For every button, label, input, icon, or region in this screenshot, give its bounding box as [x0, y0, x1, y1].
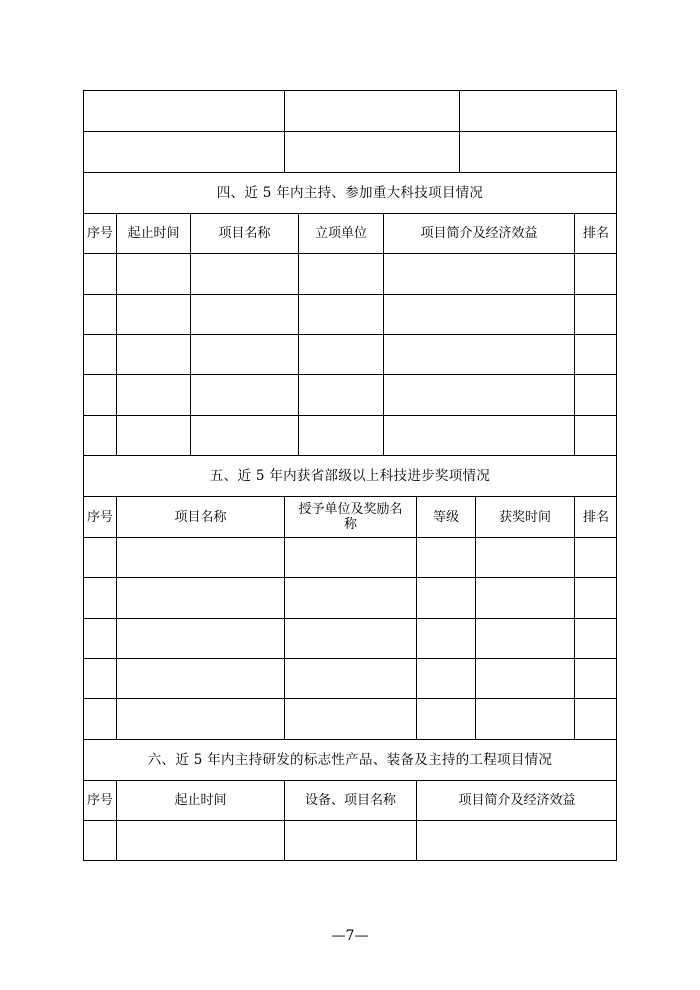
- table-row: [84, 538, 616, 578]
- table-cell[interactable]: [117, 335, 191, 374]
- table-row: [84, 821, 616, 860]
- table-cell[interactable]: [384, 416, 575, 455]
- table-cell[interactable]: [575, 699, 617, 739]
- table-cell[interactable]: [384, 254, 575, 294]
- table-row: [84, 295, 616, 335]
- table-cell[interactable]: [117, 375, 191, 415]
- table-cell[interactable]: [285, 91, 460, 131]
- header-serial-number: 序号: [84, 214, 117, 253]
- table-cell[interactable]: [117, 659, 285, 698]
- section-6-title: 六、近 5 年内主持研发的标志性产品、装备及主持的工程项目情况: [147, 751, 553, 768]
- table-cell[interactable]: [84, 132, 285, 172]
- table-cell[interactable]: [417, 821, 617, 860]
- table-cell[interactable]: [575, 538, 617, 577]
- header-ranking: 排名: [582, 509, 609, 525]
- table-row: [84, 254, 616, 295]
- table-cell[interactable]: [117, 295, 191, 334]
- section-5-title: 五、近 5 年内获省部级以上科技进步奖项情况: [209, 467, 491, 484]
- table-cell[interactable]: [575, 335, 617, 374]
- table-cell[interactable]: [84, 335, 117, 374]
- table-cell[interactable]: [476, 538, 575, 577]
- header-award-time: 获奖时间: [476, 497, 575, 537]
- table-cell[interactable]: [417, 659, 476, 698]
- table-cell[interactable]: [285, 821, 417, 860]
- page-number: —7—: [331, 928, 369, 944]
- table-cell[interactable]: [84, 578, 117, 618]
- table-cell[interactable]: [117, 254, 191, 294]
- table-row: [84, 578, 616, 619]
- application-form-table: [83, 90, 617, 861]
- header-serial-number: 序号: [84, 781, 117, 820]
- header-project-summary: 项目简介及经济效益: [458, 793, 576, 808]
- header-approving-unit: 立项单位: [299, 214, 384, 253]
- table-cell[interactable]: [575, 659, 617, 698]
- table-cell[interactable]: [191, 295, 299, 334]
- table-row: [84, 335, 616, 375]
- table-cell[interactable]: [191, 254, 299, 294]
- table-cell[interactable]: [460, 132, 617, 172]
- table-cell[interactable]: [299, 295, 384, 334]
- table-cell[interactable]: [575, 619, 617, 658]
- table-cell[interactable]: [384, 375, 575, 415]
- header-equipment-project-name: 设备、项目名称: [285, 781, 417, 820]
- table-cell[interactable]: [299, 416, 384, 455]
- table-cell[interactable]: [575, 295, 617, 334]
- table-cell[interactable]: [285, 538, 417, 577]
- header-project-summary: 项目简介及经济效益: [384, 214, 575, 253]
- table-cell[interactable]: [299, 254, 384, 294]
- section-4-header-row: [84, 214, 616, 254]
- table-cell[interactable]: [84, 295, 117, 334]
- table-cell[interactable]: [417, 619, 476, 658]
- table-cell[interactable]: [117, 416, 191, 455]
- table-cell[interactable]: [117, 538, 285, 577]
- table-cell[interactable]: [84, 821, 117, 860]
- table-row: [84, 375, 616, 416]
- table-cell[interactable]: [460, 91, 617, 131]
- header-ranking: 排名: [582, 226, 609, 241]
- table-cell[interactable]: [575, 578, 617, 618]
- table-row: [84, 699, 616, 740]
- table-row: [84, 416, 616, 456]
- header-grade: 等级: [417, 497, 476, 537]
- table-cell[interactable]: [384, 335, 575, 374]
- section-4-title-row: [84, 173, 616, 214]
- table-cell[interactable]: [417, 578, 476, 618]
- table-row: [84, 619, 616, 659]
- table-row: [84, 659, 616, 699]
- header-project-name: 项目名称: [191, 214, 299, 253]
- table-cell[interactable]: [476, 578, 575, 618]
- table-row: [84, 132, 616, 173]
- header-awarding-unit: 授予单位及奖励名称: [285, 497, 417, 537]
- table-cell[interactable]: [285, 699, 417, 739]
- table-cell[interactable]: [191, 416, 299, 455]
- table-cell[interactable]: [299, 335, 384, 374]
- table-cell[interactable]: [417, 538, 476, 577]
- table-cell[interactable]: [417, 699, 476, 739]
- table-cell[interactable]: [476, 699, 575, 739]
- table-cell[interactable]: [117, 699, 285, 739]
- table-cell[interactable]: [117, 821, 285, 860]
- table-cell[interactable]: [575, 416, 617, 455]
- table-cell[interactable]: [191, 375, 299, 415]
- section-5-header-row: [84, 497, 616, 538]
- table-cell[interactable]: [285, 132, 460, 172]
- table-cell[interactable]: [84, 538, 117, 577]
- table-cell[interactable]: [299, 375, 384, 415]
- section-6-title-row: [84, 740, 616, 781]
- table-cell[interactable]: [476, 659, 575, 698]
- table-cell[interactable]: [84, 659, 117, 698]
- table-cell[interactable]: [84, 619, 117, 658]
- section-6-header-row: [84, 781, 616, 821]
- header-serial-number: 序号: [84, 497, 117, 537]
- table-cell[interactable]: [191, 335, 299, 374]
- table-cell[interactable]: [285, 659, 417, 698]
- table-cell[interactable]: [575, 375, 617, 415]
- header-start-end-time: 起止时间: [117, 214, 191, 253]
- table-cell[interactable]: [117, 578, 285, 618]
- table-cell[interactable]: [84, 416, 117, 455]
- header-start-end-time: 起止时间: [117, 781, 285, 820]
- table-cell[interactable]: [384, 295, 575, 334]
- table-cell[interactable]: [84, 699, 117, 739]
- table-cell[interactable]: [84, 91, 285, 131]
- section-5-title-row: [84, 456, 616, 497]
- table-cell[interactable]: [84, 375, 117, 415]
- table-cell[interactable]: [285, 619, 417, 658]
- table-row: [84, 91, 616, 132]
- table-cell[interactable]: [575, 254, 617, 294]
- table-cell[interactable]: [84, 254, 117, 294]
- table-cell[interactable]: [285, 578, 417, 618]
- header-project-name: 项目名称: [117, 497, 285, 537]
- section-4-title: 四、近 5 年内主持、参加重大科技项目情况: [216, 184, 484, 201]
- table-cell[interactable]: [476, 619, 575, 658]
- table-cell[interactable]: [117, 619, 285, 658]
